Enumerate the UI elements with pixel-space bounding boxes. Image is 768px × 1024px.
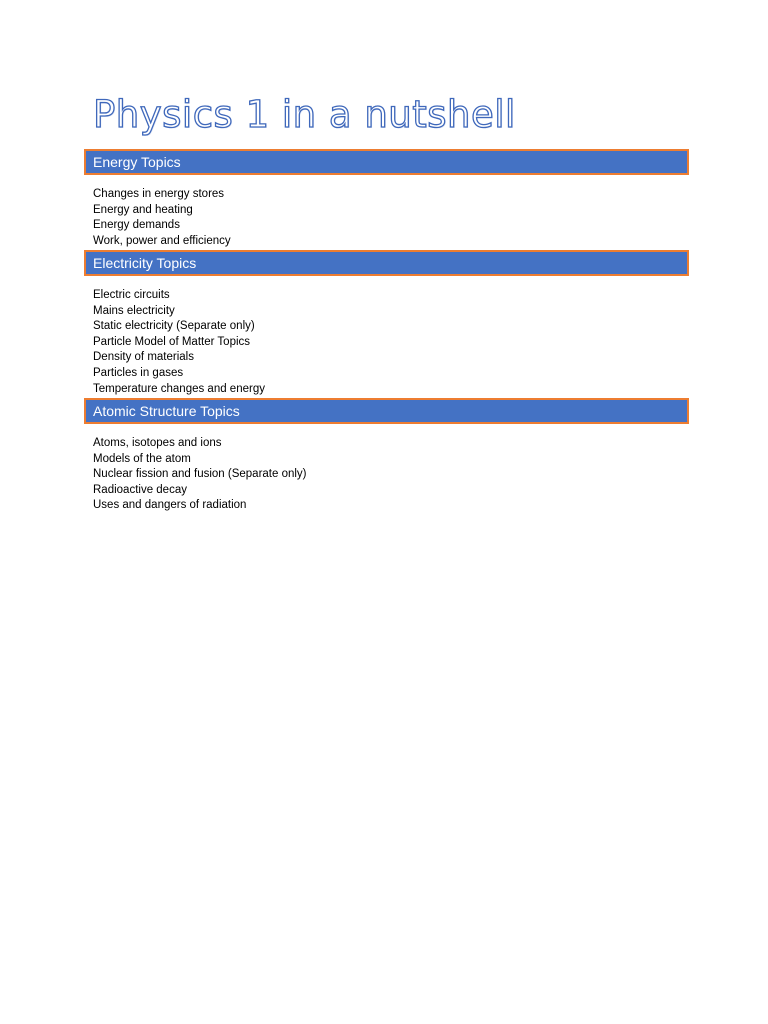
list-item: Electric circuits (93, 289, 170, 301)
list-item: Models of the atom (93, 452, 191, 465)
section-heading-electricity: Electricity Topics (84, 250, 689, 276)
list-item: Radioactive decay (93, 483, 187, 496)
topic-list-energy (93, 187, 231, 249)
list-item: Mains electricity (93, 304, 175, 317)
list-item: Temperature changes and energy (93, 382, 265, 395)
list-item: Atoms, isotopes and ions (93, 437, 222, 449)
list-item: Uses and dangers of radiation (93, 499, 247, 512)
list-item: Nuclear fission and fusion (Separate only) (93, 468, 307, 481)
topic-list-atomic-structure (93, 436, 307, 514)
list-item: Work, power and efficiency (93, 234, 231, 247)
topic-list-electricity (93, 288, 265, 397)
list-item: Static electricity (Separate only) (93, 320, 255, 333)
page-title: Physics 1 in a nutshell (93, 93, 516, 136)
list-item: Particles in gases (93, 366, 184, 379)
list-item: Density of materials (93, 351, 194, 364)
section-heading-atomic-structure: Atomic Structure Topics (84, 398, 689, 424)
list-item: Particle Model of Matter Topics (93, 335, 251, 348)
section-heading-energy: Energy Topics (84, 149, 689, 175)
list-item: Energy and heating (93, 203, 193, 216)
list-item: Energy demands (93, 219, 180, 232)
list-item: Changes in energy stores (93, 188, 225, 200)
